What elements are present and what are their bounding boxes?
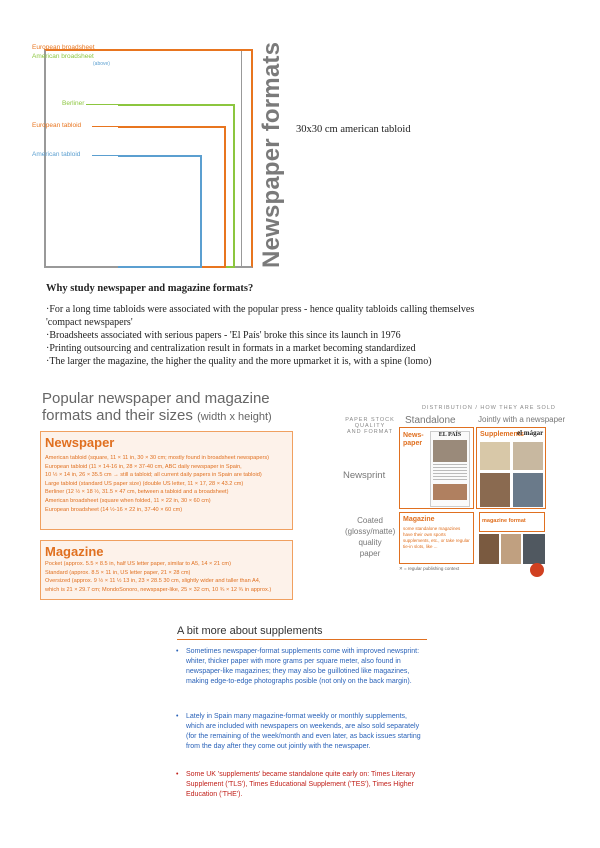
popular-title-suffix: (width x height) <box>197 411 272 423</box>
col-jointly: Jointly with a newspaper <box>478 415 566 424</box>
supplement-text: Lately in Spain many magazine-format weekly or monthly supplements, which are included with newspapers on weekends, are also sold separately (for the remaining of the week/month and even later, as back issues starting from the day after they come out jointly with the newspaper. <box>186 713 421 750</box>
label-european-tabloid: European tabloid <box>32 122 82 129</box>
newspaper-line: 10 ½ × 14 in, 26 × 35.5 cm → still a tabloid; all current daily papers in Spain are tabloid) <box>45 472 262 479</box>
bullet-dot: • <box>176 648 179 655</box>
newspaper-thumb-title: EL PAÍS <box>438 432 462 438</box>
tag-newspaper-2: paper <box>403 440 423 447</box>
magazine-line: Oversized (approx. 9 ½ × 11 ½ 13 in, 23 × 28.5 30 cm, slightly wider and taller than A4, <box>45 578 261 585</box>
row-coated-2: (glossy/matte) <box>345 527 396 536</box>
bullet-dot: • <box>176 771 179 778</box>
row-newsprint: Newsprint <box>343 470 386 481</box>
newspaper-line: European tabloid (11 × 14-16 in, 28 × 37-40 cm, ABC daily newspaper in Spain, <box>45 463 242 470</box>
newspaper-box <box>40 431 293 530</box>
paper-stock-label <box>340 417 400 435</box>
label-american-tabloid: American tabloid <box>32 151 81 158</box>
row-coated-3: quality <box>358 538 382 547</box>
label-american-broadsheet: American broadsheet <box>32 53 94 60</box>
label-american-broadsheet-note: (above) <box>93 61 110 67</box>
magazine-line: Pocket (approx. 5.5 × 8.5 in, half US letter paper, similar to A5, 14 × 21 cm) <box>45 561 231 567</box>
label-berliner: Berliner <box>62 100 85 107</box>
newspaper-line: Berliner (12 ½ × 18 ½, 31.5 × 47 cm, between a tabloid and a broadsheet) <box>45 489 229 496</box>
why-bullets <box>46 303 576 368</box>
magazine-line: Standard (approx. 8.5 × 11 in, US letter paper, 21 × 28 cm) <box>45 569 191 576</box>
am-tabloid-line <box>92 155 120 156</box>
paper-stock-1: PAPER STOCK <box>345 417 395 423</box>
popular-title <box>42 390 272 426</box>
newspaper-lines <box>45 454 269 514</box>
dist-footnote: ✕ = regular publishing context <box>399 566 460 571</box>
supplement-item-3 <box>176 770 426 800</box>
supplement-text: Sometimes newspaper-format supplements come with improved newsprint: whiter, thicker paper with more grams per square meter, also found in newspaper-like magazines; they may also be guillotined like magazines, making edge-to-edge photographs posible (not only on the back margin). <box>186 648 420 685</box>
supplement-item-2 <box>176 712 426 752</box>
side-note: 30x30 cm american tabloid <box>296 124 411 135</box>
paper-stock-2: QUALITY <box>354 423 386 429</box>
supplements-rule <box>177 639 427 640</box>
why-bullet: ·Printing outsourcing and centralization result in formats in a market becoming standardized <box>46 343 416 354</box>
col-standalone: Standalone <box>405 415 456 426</box>
paper-stock-3: AND FORMAT <box>347 429 393 435</box>
newspaper-cell <box>399 427 474 509</box>
row-coated-1: Coated <box>357 516 383 525</box>
row-coated <box>345 515 395 559</box>
magazine-heading: Magazine <box>45 544 104 559</box>
sup-thumb-title: el mágar <box>517 429 544 437</box>
magazine-line: which is 21 × 29.7 cm; MondoSonoro, newspaper-like, 25 × 32 cm, 10 ¾ × 12 ¾ in approx.) <box>45 586 272 593</box>
american-tabloid-rect <box>118 155 202 268</box>
popular-title-line2 <box>42 407 272 426</box>
tag-newspaper <box>403 432 424 448</box>
row-coated-4: paper <box>359 549 381 558</box>
label-european-broadsheet: European broadsheet <box>32 44 95 51</box>
newspaper-thumb <box>430 431 470 507</box>
popular-title-line1: Popular newspaper and magazine <box>42 390 270 407</box>
tag-supplements: Supplements <box>480 431 524 438</box>
dist-header: DISTRIBUTION / HOW THEY ARE SOLD <box>422 405 556 411</box>
why-bullet: 'compact newspapers' <box>46 317 133 328</box>
supplement-item-1 <box>176 647 426 687</box>
tag-newspaper-1: News- <box>403 432 424 439</box>
newspaper-line: European broadsheet (14 ½-16 × 22 in, 37-40 × 60 cm) <box>45 506 183 513</box>
bullet-dot: • <box>176 713 179 720</box>
magazine-format-box <box>479 512 545 532</box>
magazine-format-label: magazine format <box>482 518 526 524</box>
magazine-cell <box>399 512 474 564</box>
diagram-title: Newspaper formats <box>258 41 285 268</box>
newspaper-line: American tabloid (square, 11 × 11 in, 30 × 30 cm; mostly found in broadsheet newspapers) <box>45 455 269 461</box>
why-bullet: ·Broadsheets associated with serious papers - 'El País' broke this since its launch in 1976 <box>46 330 401 341</box>
popular-title-text: formats and their sizes <box>42 407 193 424</box>
why-bullet: ·For a long time tabloids were associated with the popular press - hence quality tabloids calling themselves <box>46 304 475 315</box>
newspaper-line: American broadsheet (square when folded, 11 × 22 in, 30 × 60 cm) <box>45 497 211 504</box>
magazine-box <box>40 540 293 600</box>
why-bullet: ·The larger the magazine, the higher the quality and the more upmarket it is, with a spine (lomo) <box>46 356 432 367</box>
supplements-cell <box>476 427 546 509</box>
magazine-lines <box>45 560 271 594</box>
why-heading: Why study newspaper and magazine formats? <box>46 283 254 294</box>
magazine-note: some standalone magazines have their own sports supplements, etc., or take regular tie-in slots, like ... <box>403 526 470 549</box>
berliner-line <box>86 104 120 105</box>
newspaper-line: Large tabloid (standard US paper size) (double US letter, 11 × 17, 28 × 43.2 cm) <box>45 480 244 487</box>
euro-tabloid-line <box>92 126 120 127</box>
tag-magazine: Magazine <box>403 516 435 523</box>
supplement-text: Some UK 'supplements' became standalone quite early on: Times Literary Supplement ('TLS'), Times Educational Supplement ('TES'), Times Higher Education ('THE'). <box>186 771 416 798</box>
newspaper-heading: Newspaper <box>45 435 115 450</box>
supplements-title: A bit more about supplements <box>177 625 323 637</box>
